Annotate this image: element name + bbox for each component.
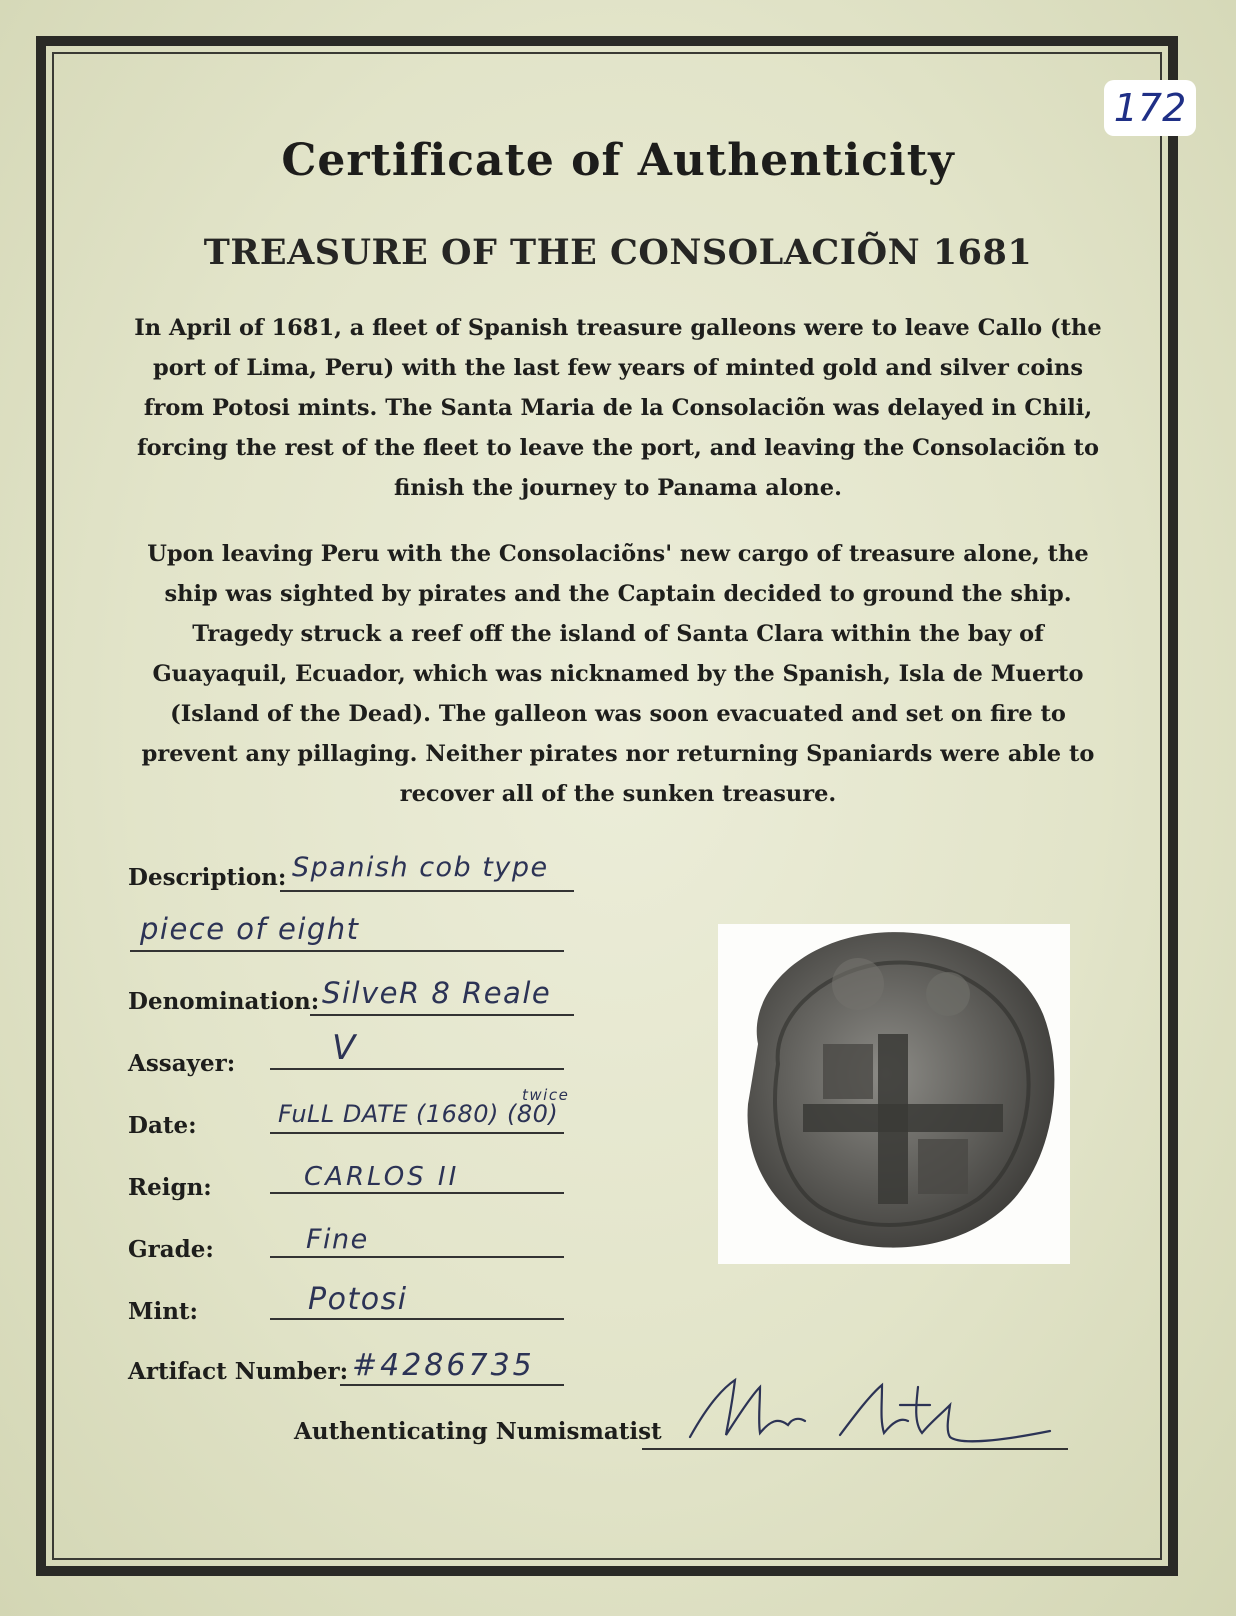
mint-value: Potosi [308, 1282, 408, 1317]
treasure-heading: TREASURE OF THE CONSOLACIÕN 1681 [203, 232, 1033, 273]
signature [660, 1375, 1060, 1455]
grade-line [270, 1256, 564, 1258]
coin-photo [718, 924, 1070, 1264]
artifact-number-value: #4286735 [352, 1348, 535, 1383]
date-label: Date: [128, 1112, 197, 1139]
history-paragraph-1: In April of 1681, a fleet of Spanish treasure galleons were to leave Callo (the port of Lima, Peru) with the last few years of minted gold and silver coins from Potosi mints. The Santa Maria de la Consolaciõn was delayed in Chili, forcing the rest of the fleet to leave the port, and leaving the Consolaciõn to finish the journey to Panama alone. [134, 315, 1102, 501]
assayer-line [270, 1068, 564, 1070]
grade-label: Grade: [128, 1236, 214, 1263]
description-value-line-1: Spanish cob type [292, 852, 549, 883]
denomination-label: Denomination: [128, 988, 320, 1015]
assayer-value: V [332, 1028, 357, 1068]
reign-value: CARLOS II [304, 1162, 460, 1192]
page-number-label: 172 [1104, 80, 1196, 136]
description-value-line-2: piece of eight [140, 912, 360, 946]
denomination-line [310, 1014, 574, 1016]
authenticator-label: Authenticating Numismatist [294, 1418, 662, 1445]
date-value: FuLL DATE (1680) (80) [278, 1100, 559, 1128]
denomination-value: SilveR 8 Reale [322, 976, 552, 1010]
assayer-label: Assayer: [128, 1050, 236, 1077]
artifact-number-line [340, 1384, 564, 1386]
certificate-title: Certificate of Authenticity [281, 135, 955, 186]
mint-label: Mint: [128, 1298, 199, 1325]
artifact-number-label: Artifact Number: [128, 1358, 349, 1385]
reign-label: Reign: [128, 1174, 212, 1201]
grade-value: Fine [306, 1224, 369, 1255]
date-line [270, 1132, 564, 1134]
reign-line [270, 1192, 564, 1194]
history-paragraph-2: Upon leaving Peru with the Consolaciõns' new cargo of treasure alone, the ship was sighted by pirates and the Captain decided to ground the ship. Tragedy struck a reef off the island of Santa Clara within the bay of Guayaquil, Ecuador, which was nicknamed by the Spanish, Isla de Muerto (Island of the Dead). The galleon was soon evacuated and set on fire to prevent any pillaging. Neither pirates nor returning Spaniards were able to recover all of the sunken treasure. [141, 541, 1095, 807]
date-note: twice [522, 1086, 570, 1104]
description-label: Description: [128, 864, 287, 891]
description-line-1 [280, 890, 574, 892]
description-line-2 [130, 950, 564, 952]
mint-line [270, 1318, 564, 1320]
